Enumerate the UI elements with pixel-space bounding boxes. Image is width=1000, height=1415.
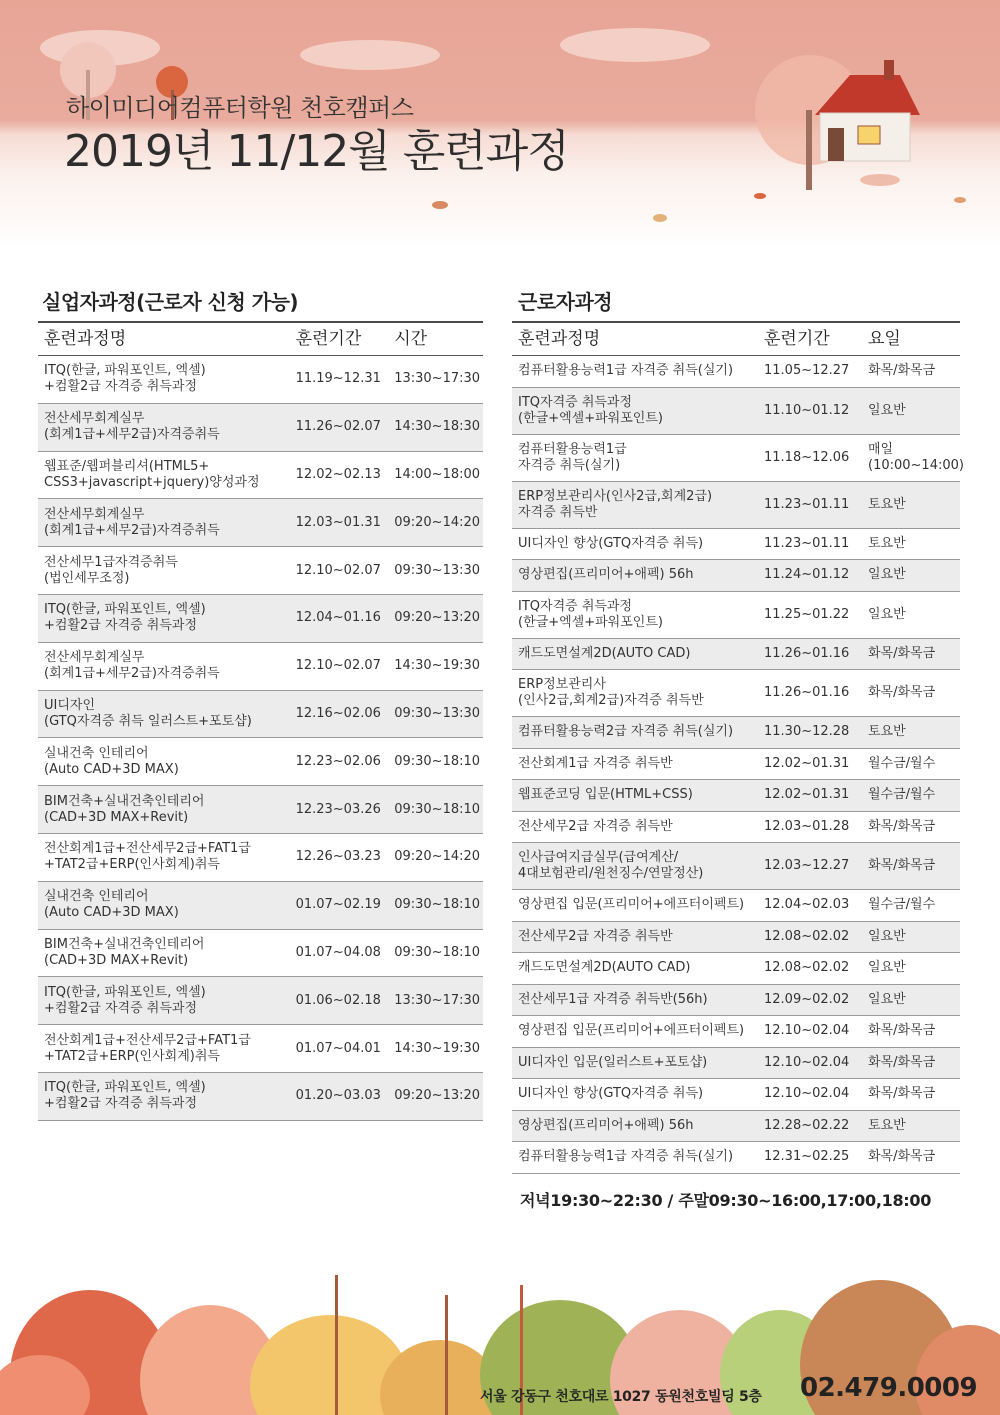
cell-period: 12.23~02.06 xyxy=(295,753,381,769)
cell-day: 화목/화목금 xyxy=(868,1023,936,1039)
cell-name: ITQ자격증 취득과정 (한글+엑셀+파워포인트) xyxy=(518,598,663,630)
cell-name: 전산세무1급자격증취득 (법인세무조정) xyxy=(44,554,178,586)
cell-time: 14:30~19:30 xyxy=(394,1040,481,1056)
cell-name: 웹표준코딩 입문(HTML+CSS) xyxy=(518,787,693,803)
table-row xyxy=(512,482,960,529)
cell-period: 12.08~02.02 xyxy=(764,928,850,944)
cell-day: 일요반 xyxy=(868,960,906,976)
table-row xyxy=(512,1048,960,1080)
table-row xyxy=(512,922,960,954)
cell-time: 14:30~19:30 xyxy=(394,658,481,674)
cell-name: 실내건축 인테리어 (Auto CAD+3D MAX) xyxy=(44,745,179,777)
table-row xyxy=(512,812,960,844)
cell-name: 영상편집 입문(프리미어+에프터이펙트) xyxy=(518,1023,745,1039)
cell-period: 12.10~02.04 xyxy=(764,1023,850,1039)
cell-period: 11.10~01.12 xyxy=(764,402,850,418)
cell-period: 11.23~01.11 xyxy=(764,496,850,512)
cell-period: 12.02~01.31 xyxy=(764,755,850,771)
cell-period: 11.24~01.12 xyxy=(764,567,850,583)
cell-time: 09:30~18:10 xyxy=(394,897,481,913)
table-row xyxy=(512,388,960,435)
cell-period: 12.08~02.02 xyxy=(764,960,850,976)
cell-name: ITQ(한글, 파워포인트, 엑셀) +컴활2급 자격증 취득과정 xyxy=(44,602,206,634)
cell-period: 12.02~02.13 xyxy=(295,466,381,482)
cell-day: 월수금/월수 xyxy=(868,897,936,913)
cell-name: 영상편집(프리미어+애펙) 56h xyxy=(518,567,694,583)
cell-period: 11.05~12.27 xyxy=(764,363,850,379)
cell-day: 화목/화목금 xyxy=(868,363,936,379)
cell-day: 화목/화목금 xyxy=(868,685,936,700)
table-row xyxy=(38,1025,483,1073)
schedule-note: 저녁19:30~22:30 / 주말09:30~16:00,17:00,18:00 xyxy=(520,1191,932,1210)
table-row xyxy=(38,691,483,739)
cell-period: 01.07~04.08 xyxy=(295,944,381,960)
cell-time: 09:30~18:10 xyxy=(394,944,481,960)
cell-name: BIM건축+실내건축인테리어 (CAD+3D MAX+Revit) xyxy=(44,936,205,968)
table-row xyxy=(512,560,960,592)
cell-time: 13:30~17:30 xyxy=(394,371,481,387)
cell-name: 전산세무2급 자격증 취득반 xyxy=(518,818,673,834)
table-row xyxy=(38,547,483,595)
cell-time: 09:20~14:20 xyxy=(394,514,481,530)
cell-day: 일요반 xyxy=(868,567,906,583)
table-row xyxy=(512,843,960,890)
cell-period: 12.02~01.31 xyxy=(764,787,850,803)
table-row xyxy=(38,834,483,882)
cell-name: 캐드도면설계2D(AUTO CAD) xyxy=(518,645,691,661)
cell-name: UI디자인 (GTQ자격증 취득 일러스트+포토샵) xyxy=(44,697,252,729)
cell-name: 실내건축 인테리어 (Auto CAD+3D MAX) xyxy=(44,889,179,921)
cell-period: 12.26~03.23 xyxy=(295,849,381,865)
cell-name: 캐드도면설계2D(AUTO CAD) xyxy=(518,960,691,976)
table-row xyxy=(38,882,483,930)
cell-name: 컴퓨터활용능력1급 자격증 취득(실기) xyxy=(518,441,627,473)
table-row xyxy=(38,1073,483,1121)
cell-period: 12.10~02.04 xyxy=(764,1054,850,1070)
right-section-title: 근로자과정 xyxy=(518,290,613,314)
cell-name: UI디자인 입문(일러스트+포토샵) xyxy=(518,1054,708,1070)
table-row xyxy=(512,953,960,985)
cell-name: 영상편집(프리미어+애펙) 56h xyxy=(518,1117,694,1133)
cell-period: 11.26~01.16 xyxy=(764,685,850,700)
cell-day: 화목/화목금 xyxy=(868,1149,936,1165)
table-row xyxy=(38,786,483,834)
cell-time: 09:20~13:20 xyxy=(394,610,481,626)
cell-period: 12.31~02.25 xyxy=(764,1149,850,1165)
cell-period: 12.04~02.03 xyxy=(764,897,850,913)
cell-day: 화목/화목금 xyxy=(868,645,936,661)
cell-day: 화목/화목금 xyxy=(868,1086,936,1102)
cell-period: 12.10~02.04 xyxy=(764,1086,850,1102)
cell-day: 매일 (10:00~14:00) xyxy=(868,441,964,473)
cell-period: 12.03~01.28 xyxy=(764,818,850,834)
cell-time: 09:20~14:20 xyxy=(394,849,481,865)
academy-name: 하이미디어컴퓨터학원 천호캠퍼스 xyxy=(66,94,414,122)
cell-day: 월수금/월수 xyxy=(868,755,936,771)
table-row xyxy=(512,592,960,639)
cell-name: ITQ(한글, 파워포인트, 엑셀) +컴활2급 자격증 취득과정 xyxy=(44,1080,206,1112)
cell-name: ITQ(한글, 파워포인트, 엑셀) +컴활2급 자격증 취득과정 xyxy=(44,984,206,1016)
cell-name: 전산세무회계실무 (회계1급+세무2급)자격증취득 xyxy=(44,506,220,538)
cell-time: 09:30~18:10 xyxy=(394,753,481,769)
column-header-course: 훈련과정명 xyxy=(518,329,601,349)
cell-name: 전산세무1급 자격증 취득반(56h) xyxy=(518,991,708,1007)
cell-time: 13:30~17:30 xyxy=(394,992,481,1008)
cell-period: 12.28~02.22 xyxy=(764,1117,850,1133)
table-row xyxy=(38,643,483,691)
table-row xyxy=(512,529,960,561)
cell-period: 12.09~02.02 xyxy=(764,991,850,1007)
cell-time: 14:00~18:00 xyxy=(394,466,481,482)
cell-name: ERP정보관리사 (인사2급,회계2급)자격증 취득반 xyxy=(518,677,704,708)
cell-time: 09:30~13:30 xyxy=(394,705,481,721)
cell-name: ITQ자격증 취득과정 (한글+엑셀+파워포인트) xyxy=(518,394,663,426)
cell-day: 화목/화목금 xyxy=(868,1054,936,1070)
table-row xyxy=(38,404,483,452)
footer-address: 서울 강동구 천호대로 1027 동원천호빌딩 5층 xyxy=(480,1389,762,1405)
cell-name: BIM건축+실내건축인테리어 (CAD+3D MAX+Revit) xyxy=(44,793,205,825)
table-row xyxy=(38,977,483,1025)
cell-day: 일요반 xyxy=(868,606,906,622)
cell-name: 영상편집 입문(프리미어+에프터이펙트) xyxy=(518,897,745,913)
cell-period: 01.07~02.19 xyxy=(295,897,381,913)
table-row xyxy=(512,749,960,781)
cell-period: 12.10~02.07 xyxy=(295,658,381,674)
cell-period: 11.18~12.06 xyxy=(764,449,850,465)
cell-day: 화목/화목금 xyxy=(868,818,936,834)
cell-period: 12.10~02.07 xyxy=(295,562,381,578)
cell-name: 전산세무회계실무 (회계1급+세무2급)자격증취득 xyxy=(44,411,220,443)
table-row xyxy=(512,1111,960,1143)
table-row xyxy=(512,435,964,482)
column-header-period: 훈련기간 xyxy=(295,329,362,349)
cell-period: 11.25~01.22 xyxy=(764,606,850,622)
footer-phone: 02.479.0009 xyxy=(800,1373,978,1403)
table-row xyxy=(38,738,483,786)
cell-day: 토요반 xyxy=(868,496,906,512)
table-row xyxy=(512,1079,960,1111)
table-row xyxy=(512,356,960,388)
cell-time: 09:30~18:10 xyxy=(394,801,481,817)
cell-period: 01.20~03.03 xyxy=(295,1088,381,1104)
cell-period: 11.19~12.31 xyxy=(295,371,381,387)
table-row xyxy=(38,499,483,547)
column-header-day: 요일 xyxy=(868,329,901,349)
cell-name: 전산회계1급 자격증 취득반 xyxy=(518,755,673,771)
cell-name: UI디자인 향상(GTQ자격증 취득) xyxy=(518,1086,704,1102)
cell-day: 월수금/월수 xyxy=(868,787,936,803)
cell-period: 11.23~01.11 xyxy=(764,535,850,551)
cell-day: 일요반 xyxy=(868,402,906,418)
cell-name: 컴퓨터활용능력1급 자격증 취득(실기) xyxy=(518,363,734,379)
column-header-time: 시간 xyxy=(394,329,428,349)
table-row xyxy=(38,595,483,643)
cell-name: ITQ(한글, 파워포인트, 엑셀) +컴활2급 자격증 취득과정 xyxy=(44,363,206,395)
table-row xyxy=(512,670,960,717)
cell-time: 09:30~13:30 xyxy=(394,562,481,578)
cell-period: 11.30~12.28 xyxy=(764,724,850,740)
table-row xyxy=(512,1016,960,1048)
cell-name: 전산세무회계실무 (회계1급+세무2급)자격증취득 xyxy=(44,650,220,682)
cell-period: 12.04~01.16 xyxy=(295,610,381,626)
table-row xyxy=(512,1142,960,1174)
cell-name: 컴퓨터활용능력2급 자격증 취득(실기) xyxy=(518,724,734,740)
left-section-title: 실업자과정(근로자 신청 가능) xyxy=(42,290,299,314)
cell-day: 토요반 xyxy=(868,535,906,551)
autumn-house-illustration xyxy=(0,0,1000,250)
cell-name: 컴퓨터활용능력1급 자격증 취득(실기) xyxy=(518,1149,734,1165)
cell-period: 11.26~01.16 xyxy=(764,645,850,661)
cell-day: 화목/화목금 xyxy=(868,858,936,873)
table-header xyxy=(512,323,960,356)
cell-day: 토요반 xyxy=(868,724,906,740)
cell-day: 일요반 xyxy=(868,991,906,1007)
table-row xyxy=(512,717,960,749)
page-title: 2019년 11/12월 훈련과정 xyxy=(64,126,569,177)
table-row xyxy=(512,780,960,812)
table-header xyxy=(38,323,483,356)
unemployed-course-table xyxy=(38,321,483,1121)
cell-name: ERP정보관리사(인사2급,회계2급) 자격증 취득반 xyxy=(518,488,713,520)
cell-name: UI디자인 향상(GTQ자격증 취득) xyxy=(518,535,704,551)
cell-period: 12.03~12.27 xyxy=(764,858,850,873)
worker-course-table xyxy=(512,321,964,1174)
cell-period: 12.03~01.31 xyxy=(295,514,381,530)
table-row xyxy=(512,985,960,1017)
cell-name: 웹표준/웹퍼블리셔(HTML5+ CSS3+javascript+jquery)양성과정 xyxy=(44,458,260,490)
table-row xyxy=(512,639,960,671)
cell-period: 01.07~04.01 xyxy=(295,1040,381,1056)
table-row xyxy=(38,930,483,978)
cell-time: 09:20~13:20 xyxy=(394,1088,481,1104)
cell-time: 14:30~18:30 xyxy=(394,419,481,435)
cell-name: 전산회계1급+전산세무2급+FAT1급 +TAT2급+ERP(인사회계)취득 xyxy=(44,1032,251,1064)
cell-day: 일요반 xyxy=(868,928,906,944)
cell-period: 11.26~02.07 xyxy=(295,419,381,435)
cell-period: 12.16~02.06 xyxy=(295,705,381,721)
cell-name: 전산회계1급+전산세무2급+FAT1급 +TAT2급+ERP(인사회계)취득 xyxy=(44,841,251,873)
table-row xyxy=(38,356,483,404)
cell-name: 전산세무2급 자격증 취득반 xyxy=(518,928,673,944)
column-header-course: 훈련과정명 xyxy=(44,329,127,349)
cell-day: 토요반 xyxy=(868,1117,906,1133)
column-header-period: 훈련기간 xyxy=(764,329,830,349)
cell-period: 12.23~03.26 xyxy=(295,801,381,817)
cell-period: 01.06~02.18 xyxy=(295,992,381,1008)
table-row xyxy=(512,890,960,922)
cell-name: 인사급여지급실무(급여계산/ 4대보험관리/원천징수/연말정산) xyxy=(518,850,704,881)
table-row xyxy=(38,452,483,500)
